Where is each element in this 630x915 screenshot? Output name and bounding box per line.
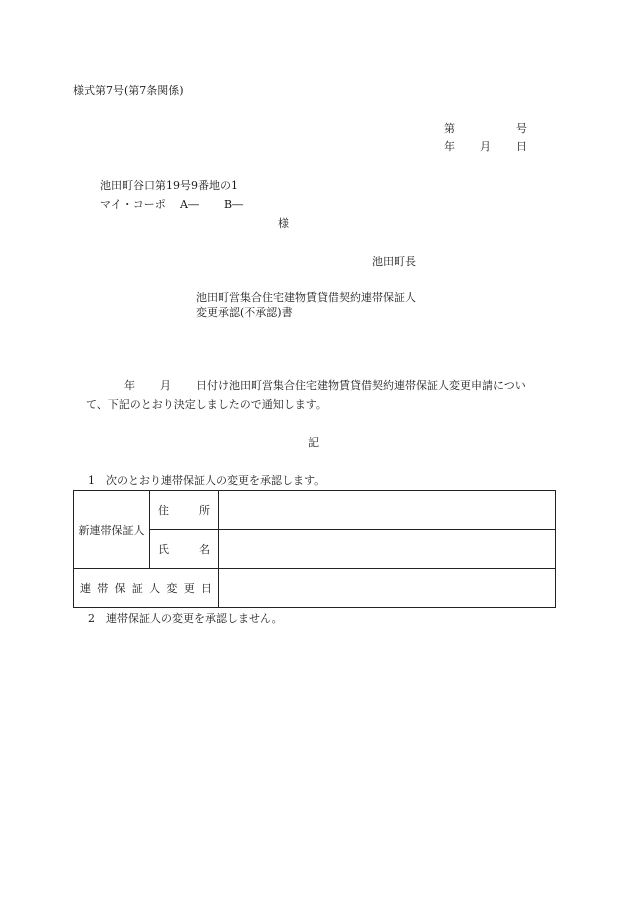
address-label <box>150 491 219 530</box>
address-label-char: 住 <box>158 504 169 517</box>
body-year: 年 <box>124 379 135 392</box>
addressee-honorific: 様 <box>278 217 289 230</box>
name-value <box>219 530 556 569</box>
form-number: 様式第7号(第7条関係) <box>73 84 184 97</box>
name-label <box>150 530 219 569</box>
change-date-label <box>74 569 219 608</box>
issuer: 池田町長 <box>372 255 416 268</box>
document-number-prefix: 第 <box>444 122 455 135</box>
document-number-suffix: 号 <box>516 122 527 135</box>
title-line2: 変更承認(不承認)書 <box>196 306 293 319</box>
address-label-char: 所 <box>199 504 210 517</box>
date-day: 日 <box>516 140 527 153</box>
ki-heading: 記 <box>308 436 319 449</box>
name-label-char: 氏 <box>158 543 169 556</box>
change-date-char: 変 <box>166 582 178 595</box>
item2-text: 連帯保証人の変更を承認しません。 <box>106 612 283 625</box>
name-label-char: 名 <box>199 543 210 556</box>
addressee-room-b: B― <box>224 198 244 211</box>
title-line1: 池田町営集合住宅建物賃貸借契約連帯保証人 <box>196 291 416 304</box>
change-date-char: 連 <box>80 582 91 595</box>
addressee-address: 池田町谷口第19号9番地の1 <box>100 179 238 192</box>
body-line2: て、下記のとおり決定しましたので通知します。 <box>86 398 327 411</box>
date-year: 年 <box>444 140 455 153</box>
table-row <box>74 569 556 608</box>
addressee-room-a: A― <box>180 198 199 211</box>
change-date-char: 帯 <box>97 582 109 595</box>
table-row <box>74 491 556 530</box>
new-guarantor-label: 新連帯保証人 <box>74 491 150 569</box>
change-date-char: 人 <box>149 582 161 595</box>
item2-number: 2 <box>88 612 95 625</box>
item1-number: 1 <box>88 474 95 487</box>
body-line1: 日付け池田町営集合住宅建物賃貸借契約連帯保証人変更申請につい <box>196 379 526 392</box>
change-date-char: 保 <box>114 582 126 595</box>
change-date-char: 証 <box>131 582 143 595</box>
change-date-char: 更 <box>183 582 195 595</box>
change-date-value <box>219 569 556 608</box>
item1-text: 次のとおり連帯保証人の変更を承認します。 <box>106 474 326 487</box>
change-date-char: 日 <box>200 582 212 595</box>
addressee-building: マイ・コーポ <box>100 198 166 211</box>
address-value <box>219 491 556 530</box>
guarantor-change-table <box>73 490 556 608</box>
body-month: 月 <box>160 379 171 392</box>
date-month: 月 <box>480 140 491 153</box>
